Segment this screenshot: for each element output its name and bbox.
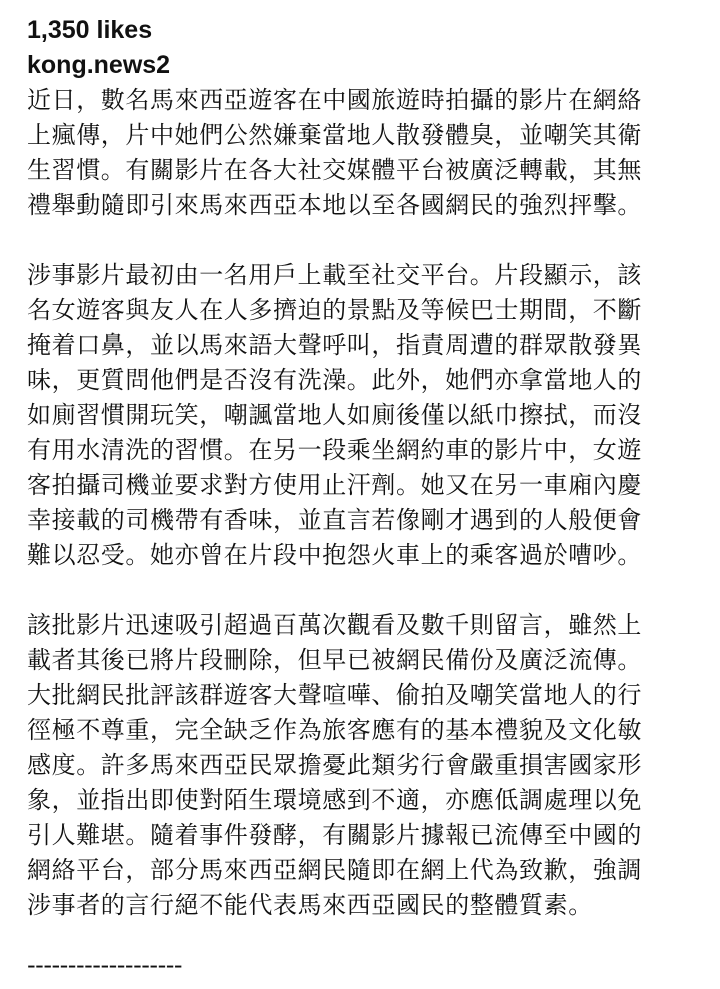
caption-paragraph: [27, 608, 707, 923]
caption-line: 有用水清洗的習慣。在另一段乘坐網約車的影片中，女遊: [27, 436, 642, 464]
caption-line: 網絡平台，部分馬來西亞網民隨即在網上代為致歉，強調: [27, 856, 642, 884]
caption-paragraph: [27, 83, 707, 223]
caption-line: 載者其後已將片段刪除，但早已被網民備份及廣泛流傳。: [27, 646, 642, 674]
caption-divider: -------------------: [27, 951, 183, 979]
caption-line: 徑極不尊重，完全缺乏作為旅客應有的基本禮貌及文化敏: [27, 716, 642, 744]
caption-line: 涉事影片最初由一名用戶上載至社交平台。片段顯示，該: [27, 261, 642, 289]
caption-paragraph: [27, 258, 707, 573]
caption-line: 味，更質問他們是否沒有洗澡。此外，她們亦拿當地人的: [27, 366, 642, 394]
post-username[interactable]: kong.news2: [27, 51, 171, 79]
caption-line: 禮舉動隨即引來馬來西亞本地以至各國網民的強烈抨擊。: [27, 191, 642, 219]
caption-line: 象，並指出即使對陌生環境感到不適，亦應低調處理以免: [27, 786, 642, 814]
caption-line: 生習慣。有關影片在各大社交媒體平台被廣泛轉載，其無: [27, 156, 642, 184]
caption-line: 近日，數名馬來西亞遊客在中國旅遊時拍攝的影片在網絡: [27, 86, 642, 114]
caption-line: 上瘋傳，片中她們公然嫌棄當地人散發體臭，並嘲笑其衛: [27, 121, 642, 149]
caption-line: 引人難堪。隨着事件發酵，有關影片據報已流傳至中國的: [27, 821, 642, 849]
caption-line: 難以忍受。她亦曾在片段中抱怨火車上的乘客過於嘈吵。: [27, 541, 642, 569]
post-caption: [27, 83, 707, 980]
likes-count[interactable]: 1,350 likes: [27, 16, 153, 44]
caption-line: 名女遊客與友人在人多擠迫的景點及等候巴士期間，不斷: [27, 296, 642, 324]
caption-line: 如廁習慣開玩笑，嘲諷當地人如廁後僅以紙巾擦拭，而沒: [27, 401, 642, 429]
caption-line: 涉事者的言行絕不能代表馬來西亞國民的整體質素。: [27, 891, 593, 919]
caption-line: 掩着口鼻，並以馬來語大聲呼叫，指責周遭的群眾散發異: [27, 331, 642, 359]
caption-line: 幸接載的司機帶有香味，並直言若像剛才遇到的人般便會: [27, 506, 642, 534]
caption-line: 客拍攝司機並要求對方使用止汗劑。她又在另一車廂內慶: [27, 471, 642, 499]
caption-line: 感度。許多馬來西亞民眾擔憂此類劣行會嚴重損害國家形: [27, 751, 642, 779]
caption-line: 大批網民批評該群遊客大聲喧嘩、偷拍及嘲笑當地人的行: [27, 681, 642, 709]
caption-line: 該批影片迅速吸引超過百萬次觀看及數千則留言，雖然上: [27, 611, 642, 639]
